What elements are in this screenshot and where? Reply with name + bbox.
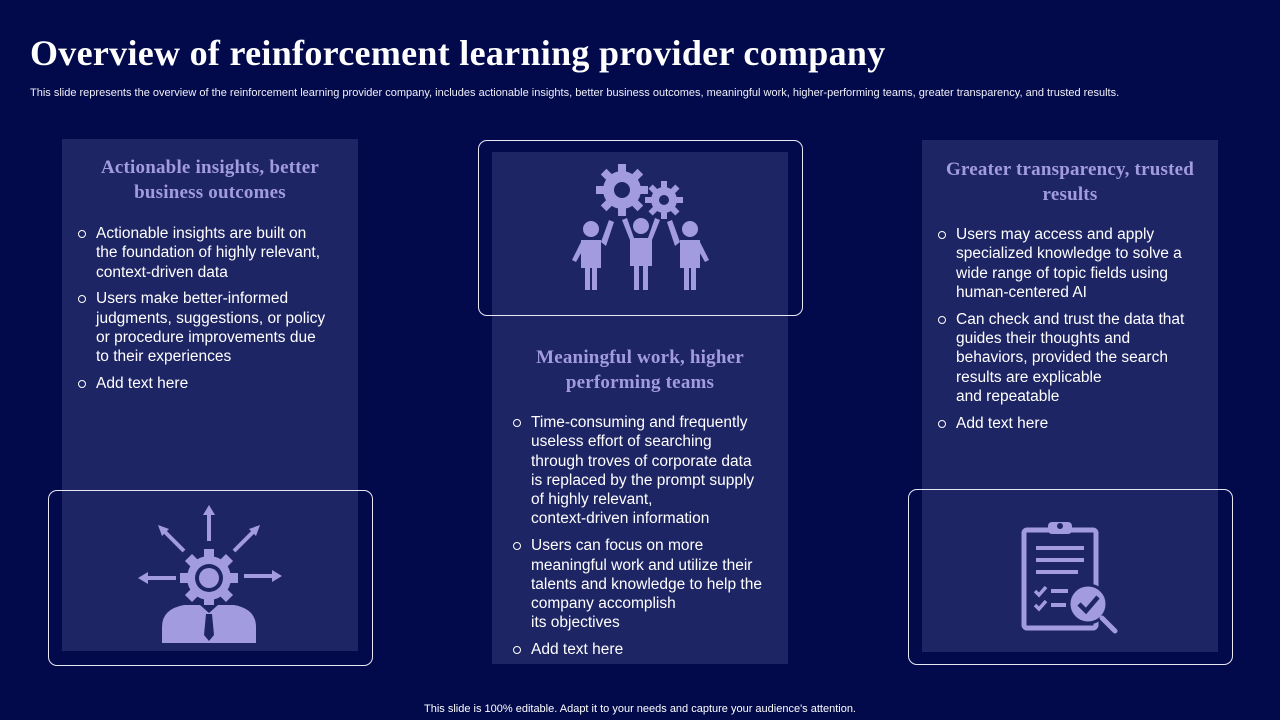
bullet-item: Can check and trust the data that guides their thoughts and behaviors, provided the search results are explicable and repeatable: [937, 310, 1212, 406]
bullet-item: Actionable insights are built on the foundation of highly relevant, context-driven data: [77, 224, 347, 282]
bullet-item: Add text here: [937, 414, 1212, 433]
clipboard-check-icon: [1018, 518, 1122, 634]
bullet-list: [77, 224, 347, 401]
bullet-item: Time-consuming and frequently useless effort of searching through troves of corporate data is replaced by the prompt supply of highly relevant, context-driven information: [512, 413, 782, 529]
bullet-item: Users make better-informed judgments, suggestions, or policy or procedure improvements due to their experiences: [77, 289, 347, 366]
bullet-item: Add text here: [512, 640, 782, 659]
bullet-item: Users may access and apply specialized knowledge to solve a wide range of topic fields using human-centered AI: [937, 225, 1212, 302]
slide-footer: This slide is 100% editable. Adapt it to your needs and capture your audience's attention.: [424, 703, 856, 715]
bullet-list: [512, 413, 782, 667]
bullet-list: [937, 225, 1212, 440]
slide-title: Overview of reinforcement learning provider company: [30, 33, 886, 73]
team-gears-icon: [566, 162, 716, 294]
bullet-item: Users can focus on more meaningful work and utilize their talents and knowledge to help the company accomplish its objectives: [512, 536, 782, 632]
card-heading: Meaningful work, higher performing teams: [536, 347, 744, 393]
head-gear-arrows-icon: [132, 503, 288, 643]
bullet-item: Add text here: [77, 374, 347, 393]
card-heading: Actionable insights, better business outcomes: [100, 157, 320, 203]
card-heading: Greater transparency, trusted results: [945, 159, 1194, 205]
slide-subtitle: This slide represents the overview of the reinforcement learning provider company, includes actionable insights, better business outcomes, meaningful work, higher-performing teams, greater transparency, and trusted results.: [30, 87, 1120, 99]
